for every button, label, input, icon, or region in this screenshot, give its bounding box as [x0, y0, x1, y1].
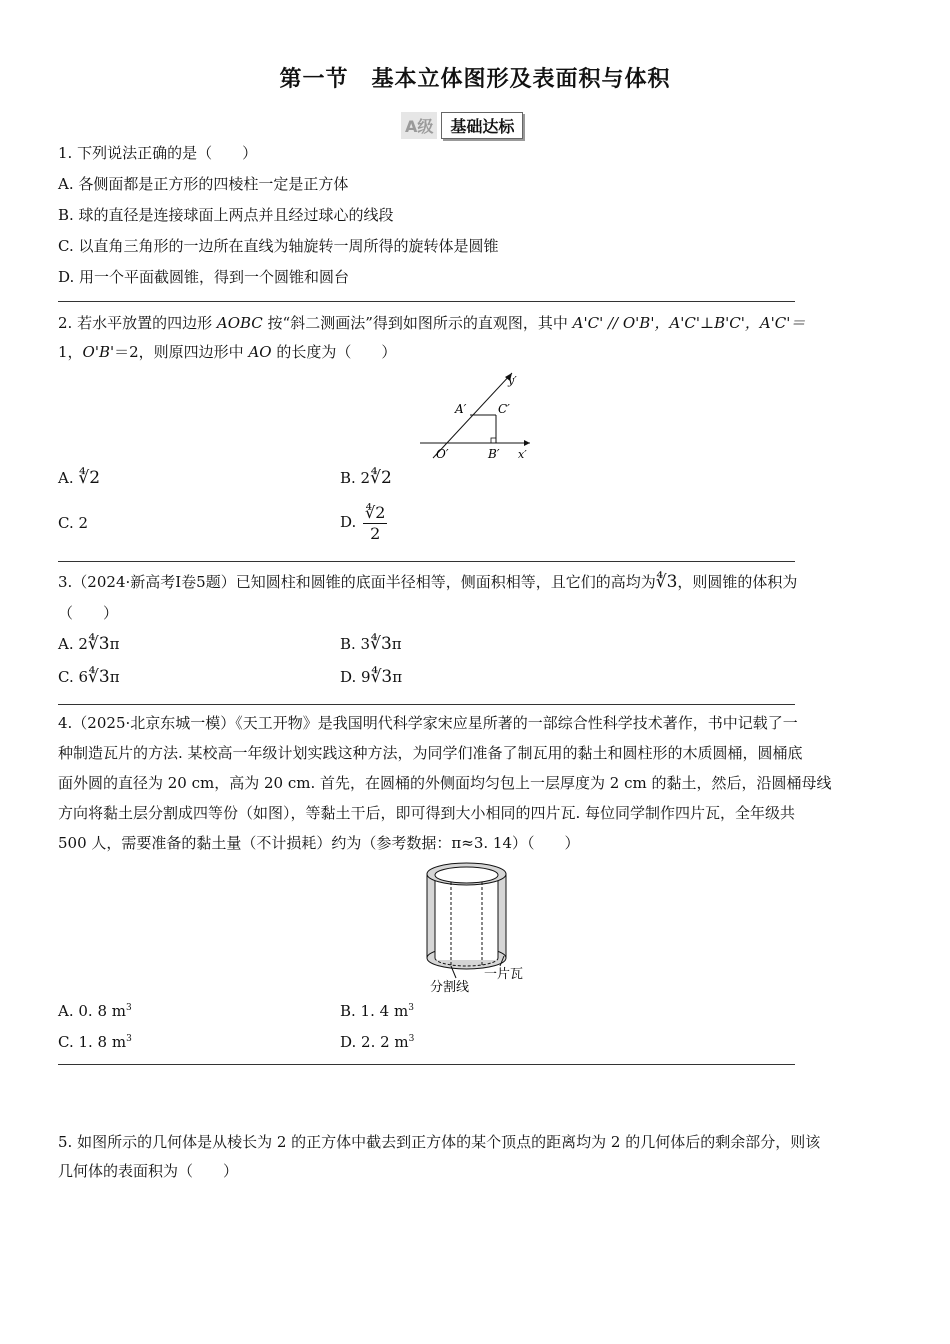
- label-x: x′: [518, 448, 527, 461]
- radical-value: ∜2: [370, 468, 392, 488]
- q2-stem-line1: [58, 312, 805, 334]
- pi: π: [392, 668, 403, 686]
- label-a: A′: [455, 402, 467, 416]
- radical-value: ∜3: [88, 667, 110, 687]
- q2-text: 1，: [58, 343, 83, 361]
- option-letter: B. 3: [340, 635, 371, 653]
- fraction-numerator: ∜2: [365, 502, 386, 522]
- option-letter: B. 2: [340, 469, 371, 487]
- unit-exponent: 3: [408, 1034, 415, 1044]
- label-tile: 一片瓦: [484, 967, 524, 982]
- inner-cylinder: [435, 876, 498, 960]
- q2-option-d: [340, 500, 387, 544]
- unit-exponent: 3: [126, 1034, 132, 1044]
- q4-cylinder-figure: [420, 860, 540, 996]
- option-letter: D.: [340, 513, 362, 531]
- q1-option-a: A. 各侧面都是正方形的四棱柱一定是正方体: [58, 175, 349, 193]
- q2-var: O'B': [82, 343, 115, 361]
- q1-option-c: C. 以直角三角形的一边所在直线为轴旋转一周所得的旋转体是圆锥: [58, 237, 499, 255]
- fraction: [363, 503, 387, 544]
- q3-text: ，则圆锥的体积为: [677, 573, 798, 591]
- q4-option-b: [340, 997, 414, 1022]
- q2-stem-line2: [58, 341, 396, 363]
- pi: π: [109, 668, 120, 686]
- inner-top-ellipse: [435, 867, 498, 883]
- q4-option-d: [340, 1028, 414, 1053]
- q2-option-a: [58, 467, 100, 489]
- q3-option-c: [58, 666, 120, 688]
- option-text: C. 1. 8 m: [58, 1033, 127, 1051]
- unit-exponent: 3: [408, 1003, 414, 1013]
- q4-stem-line1: 4.（2025·北京东城一模）《天工开物》是我国明代科学家宋应星所著的一部综合性科学技术著作，书中记载了一: [58, 714, 798, 732]
- level-label: 基础达标: [441, 112, 523, 139]
- right-angle-mark: [491, 438, 496, 443]
- page-title: 第一节 基本立体图形及表面积与体积: [279, 67, 671, 92]
- q4-stem-line4: 方向将黏土层分割成四等份（如图），等黏土干后，即可得到大小相同的四片瓦. 每位同学制作四片瓦，全年级共: [58, 804, 796, 822]
- unit-exponent: 3: [125, 1003, 132, 1013]
- q4-stem-line2: 种制造瓦片的方法. 某校高一年级计划实践这种方法，为同学们准备了制瓦用的黏土和圆柱形的木质圆桶，圆桶底: [58, 744, 803, 762]
- option-text: D. 2. 2 m: [340, 1033, 409, 1051]
- level-tag: A级: [401, 112, 437, 139]
- q2-var: AO: [248, 343, 272, 361]
- fraction-denominator: 2: [370, 523, 381, 543]
- radical-value: ∜3: [370, 667, 393, 687]
- q1-option-d: D. 用一个平面截圆锥，得到一个圆锥和圆台: [58, 268, 350, 286]
- q1-stem: 1. 下列说法正确的是（ ）: [58, 144, 258, 162]
- divider: [58, 1064, 795, 1065]
- q4-stem-line3: 面外圆的直径为 20 cm，高为 20 cm. 首先，在圆桶的外侧面均匀包上一层厚度为 2 cm 的黏土，然后，沿圆桶母线: [58, 774, 832, 792]
- q2-figure: [415, 368, 545, 466]
- option-letter: A.: [58, 469, 79, 487]
- q2-text: 2. 若水平放置的四边形: [58, 314, 217, 332]
- q2-text: ＝2，则原四边形中: [114, 343, 249, 361]
- q2-text: 按“斜二测画法”得到如图所示的直观图，其中: [262, 314, 573, 332]
- option-text: A. 0. 8 m: [58, 1002, 126, 1020]
- option-letter: D. 9: [340, 668, 371, 686]
- radical-value: ∜2: [78, 468, 101, 488]
- radical-value: ∜3: [87, 634, 110, 654]
- q3-text: 3.（2024·新高考Ⅰ卷5题）已知圆柱和圆锥的底面半径相等，侧面积相等，且它们的高均为: [58, 573, 656, 591]
- option-letter: A. 2: [58, 635, 88, 653]
- divider: [58, 561, 795, 562]
- option-text: B. 1. 4 m: [340, 1002, 409, 1020]
- label-b: B′: [488, 447, 500, 461]
- q2-option-b: [340, 467, 392, 489]
- q2-var: AOBC: [216, 314, 263, 332]
- q4-option-a: [58, 997, 132, 1022]
- q4-option-c: [58, 1028, 132, 1053]
- option-letter: C. 6: [58, 668, 89, 686]
- x-arrow: [524, 440, 530, 446]
- q5-stem-line1: 5. 如图所示的几何体是从棱长为 2 的正方体中截去到正方体的某个顶点的距离均为 2 的几何体后的剩余部分，则该: [58, 1133, 821, 1151]
- label-c: C′: [498, 402, 510, 416]
- q3-option-a: [58, 633, 119, 655]
- q2-text: 的长度为（ ）: [271, 343, 397, 361]
- q3-option-b: [340, 633, 402, 655]
- q2-var: A'C' // O'B'，A'C'⊥B'C'，A'C'＝: [572, 314, 806, 332]
- label-split: 分割线: [430, 980, 470, 995]
- q4-stem-line5: 500 人，需要准备的黏土量（不计损耗）约为（参考数据：π≈3. 14）（ ）: [58, 834, 580, 852]
- pi: π: [109, 635, 120, 653]
- label-y: y′: [508, 374, 517, 387]
- radical-value: ∜3: [655, 572, 678, 592]
- q5-stem-line2: 几何体的表面积为（ ）: [58, 1162, 239, 1180]
- pi: π: [391, 635, 402, 653]
- divider: [58, 704, 795, 705]
- q1-option-b: B. 球的直径是连接球面上两点并且经过球心的线段: [58, 206, 394, 224]
- q3-stem-line2: （ ）: [58, 604, 119, 622]
- q3-stem-line1: [58, 571, 797, 593]
- q3-option-d: [340, 666, 402, 688]
- level-banner: [401, 112, 523, 138]
- radical-value: ∜3: [370, 634, 392, 654]
- divider: [58, 301, 795, 302]
- q2-option-c: C. 2: [58, 514, 89, 532]
- label-o: O′: [436, 447, 449, 461]
